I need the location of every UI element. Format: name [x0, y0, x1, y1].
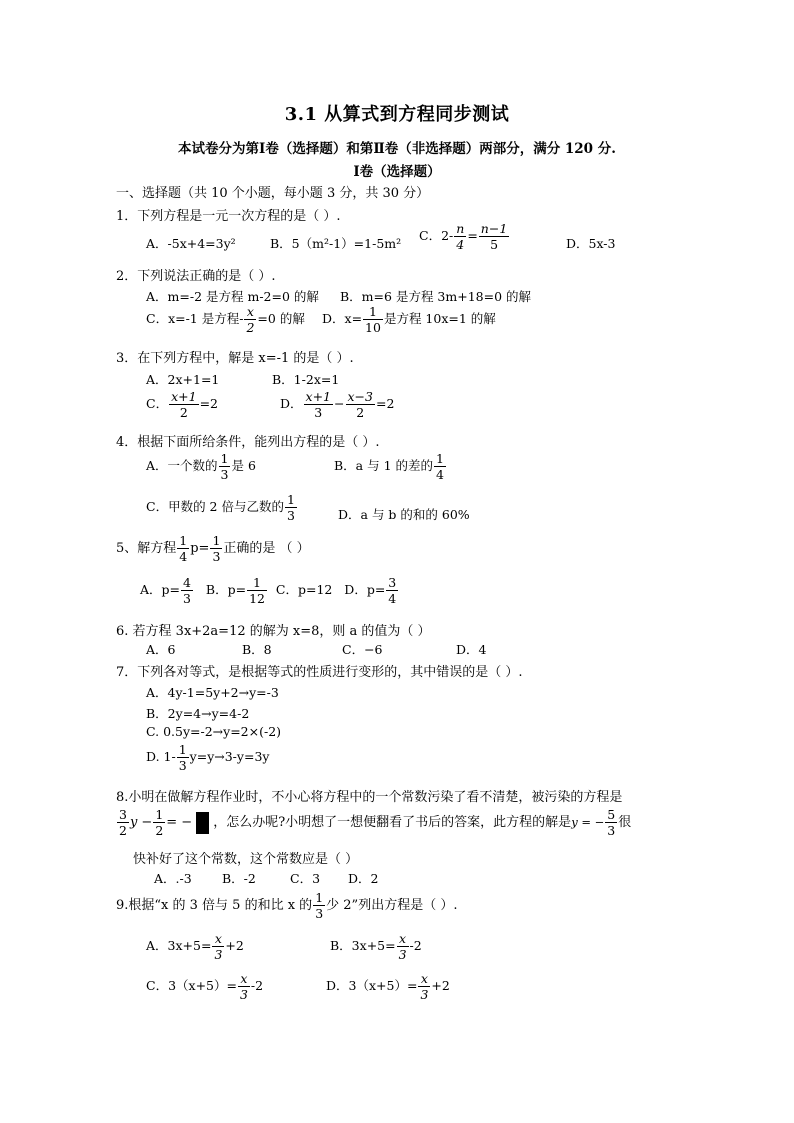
- equals-minus: = −: [166, 815, 193, 831]
- option-c-suffix: =0 的解: [257, 311, 305, 327]
- question-5-option-c: C．p=12: [275, 582, 333, 598]
- question-6-option-b: B．8: [242, 642, 272, 657]
- option-d-prefix: D．3（x+5）=: [326, 978, 418, 994]
- question-8-stem-line-3: 快补好了这个常数，这个常数应是（ ）: [133, 852, 359, 867]
- denominator: 3: [314, 405, 323, 421]
- question-9-option-b: [330, 932, 422, 961]
- fraction: [418, 972, 430, 1001]
- option-d-prefix: D．p=: [344, 582, 386, 598]
- option-a-suffix: 是 6: [231, 458, 256, 474]
- question-5-option-d: [344, 575, 399, 607]
- stem-prefix: 5、解方程: [116, 541, 177, 557]
- smudged-constant-block: [196, 812, 209, 834]
- question-8-stem-line-2: [116, 808, 631, 837]
- stem-prefix: 9.根据“x 的 3 倍与 5 的和比 x 的: [116, 898, 313, 914]
- fraction: [244, 305, 256, 334]
- denominator: 3: [178, 758, 187, 774]
- fraction: [169, 390, 198, 419]
- numerator: x: [238, 972, 250, 987]
- option-c-suffix: =2: [199, 396, 218, 412]
- denominator: 3: [286, 508, 295, 524]
- answer-prefix: y = −: [571, 815, 605, 830]
- denominator: 3: [220, 467, 229, 483]
- question-5-stem: [116, 534, 310, 563]
- numerator: 1: [247, 576, 267, 591]
- fraction: [605, 808, 617, 837]
- stem-suffix: 少 2”列出方程是（ ）.: [326, 898, 458, 914]
- numerator: 1: [155, 807, 164, 822]
- stem-suffix: 正确的是 （ ）: [223, 541, 310, 557]
- fraction: [479, 222, 509, 251]
- fraction: [219, 452, 231, 481]
- stem-line-2-text: ，怎么办呢?小明想了一想便翻看了书后的答案，此方程的解是: [213, 815, 572, 831]
- question-1-option-d: D．5x-3: [566, 236, 616, 251]
- question-4-option-b: [334, 452, 447, 481]
- question-4-option-d: D．a 与 b 的和的 60%: [338, 507, 470, 522]
- fraction: [238, 972, 250, 1001]
- question-3-option-d: [280, 390, 394, 419]
- fraction: [210, 534, 222, 563]
- denominator: 3: [239, 987, 248, 1003]
- fraction: [177, 534, 189, 563]
- fraction: [181, 576, 193, 605]
- question-2-option-a: A．m=-2 是方程 m-2=0 的解: [146, 289, 319, 304]
- question-4-option-c: [146, 493, 298, 522]
- numerator: 1: [178, 742, 187, 757]
- option-c-prefix: C．甲数的 2 倍与乙数的: [146, 499, 284, 515]
- question-2-option-c: [146, 305, 305, 334]
- question-1-option-b: B．5（m²-1）=1-5m²: [270, 236, 402, 251]
- denominator: 10: [365, 320, 381, 336]
- option-a-suffix: +2: [225, 938, 244, 954]
- question-3-stem: 3．在下列方程中，解是 x=-1 的是（ ）.: [116, 351, 354, 366]
- question-8-option-d: D．2: [348, 871, 379, 886]
- numerator: x: [212, 932, 224, 947]
- question-8-option-b: B．-2: [222, 871, 256, 886]
- question-7-option-b: B．2y=4→y=4-2: [146, 706, 250, 721]
- question-2-option-b: B．m=6 是方程 3m+18=0 的解: [340, 289, 531, 304]
- question-9-stem: [116, 891, 457, 920]
- denominator: 3: [398, 947, 407, 963]
- page-title: 3.1 从算式到方程同步测试: [284, 104, 510, 125]
- minus-sign: −: [334, 396, 345, 412]
- denominator: 5: [490, 237, 499, 253]
- numerator: 1: [212, 533, 221, 548]
- option-d-prefix: D．: [280, 396, 303, 412]
- option-d-suffix: =2: [375, 396, 395, 412]
- option-c-prefix: C．3（x+5）=: [146, 978, 237, 994]
- question-8-option-a: A．.-3: [154, 871, 192, 886]
- numerator: 1: [220, 451, 229, 466]
- denominator: 2: [246, 320, 255, 336]
- denominator: 3: [212, 549, 221, 565]
- question-4-stem: 4．根据下面所给条件，能列出方程的是（ ）.: [116, 435, 380, 450]
- fraction: [304, 390, 333, 419]
- numerator: 3: [388, 575, 397, 590]
- question-5-option-a: [140, 575, 194, 607]
- denominator: 4: [179, 549, 188, 565]
- numerator: x−3: [347, 389, 373, 404]
- question-9-option-d: [326, 972, 450, 1001]
- equals-sign: =: [467, 228, 478, 244]
- question-8-option-c: C．3: [290, 871, 321, 886]
- option-d-suffix: 是方程 10x=1 的解: [383, 311, 496, 327]
- question-3-option-c: [146, 390, 218, 419]
- denominator: 2: [356, 405, 365, 421]
- option-d-prefix: D．x=: [322, 311, 363, 327]
- question-6-option-c: C．−6: [342, 642, 383, 657]
- fraction: [247, 576, 267, 605]
- section-heading: 一、选择题（共 10 个小题，每小题 3 分，共 30 分）: [116, 186, 430, 201]
- question-1-stem: 1．下列方程是一元一次方程的是（ ）.: [116, 209, 341, 224]
- question-9-option-a: [146, 932, 244, 961]
- option-c-prefix: C．2-: [419, 228, 454, 244]
- denominator: 4: [388, 591, 397, 607]
- numerator: 1: [436, 451, 444, 466]
- option-c-prefix: C．: [146, 396, 169, 412]
- option-a-prefix: A．p=: [140, 582, 181, 598]
- exam-subtitle: 本试卷分为第Ⅰ卷（选择题）和第Ⅱ卷（非选择题）两部分，满分 120 分.: [178, 141, 616, 157]
- denominator: 4: [456, 237, 465, 253]
- denominator: 2: [119, 823, 127, 839]
- part-heading: Ⅰ卷（选择题）: [353, 164, 441, 180]
- numerator: 3: [119, 807, 127, 822]
- question-4-option-a: [146, 452, 256, 481]
- option-c-prefix: C．x=-1 是方程-: [146, 311, 244, 327]
- fraction: [346, 390, 375, 419]
- option-b-suffix: -2: [409, 938, 422, 954]
- fraction: [363, 305, 383, 334]
- question-7-option-a: A．4y-1=5y+2→y=-3: [146, 685, 279, 700]
- question-5-options: [140, 576, 399, 605]
- denominator: 2: [155, 823, 164, 839]
- option-d-prefix: D. 1-: [146, 749, 176, 765]
- option-a-prefix: A．3x+5=: [146, 938, 212, 954]
- question-5-option-b: [205, 575, 268, 607]
- question-3-option-a: A．2x+1=1: [146, 372, 220, 387]
- question-6-option-d: D．4: [456, 642, 487, 657]
- numerator: x+1: [171, 389, 197, 404]
- fraction: [117, 808, 129, 837]
- option-a-prefix: A．一个数的: [146, 458, 218, 474]
- fraction: [153, 808, 165, 837]
- numerator: n−1: [480, 221, 508, 236]
- question-7-option-c: C. 0.5y=-2→y=2×(-2): [146, 724, 282, 739]
- fraction: [313, 891, 325, 920]
- question-9-option-c: [146, 972, 263, 1001]
- equation-middle: y −: [129, 815, 153, 831]
- denominator: 3: [315, 906, 324, 922]
- numerator: 4: [183, 575, 191, 590]
- question-1-option-a: A．-5x+4=3y²: [146, 236, 236, 251]
- fraction: [285, 493, 297, 522]
- fraction: [434, 452, 446, 481]
- question-2-option-d: [322, 305, 496, 334]
- question-6-stem: 6. 若方程 3x+2a=12 的解为 x=8，则 a 的值为（ ）: [116, 624, 431, 639]
- question-3-option-b: B．1-2x=1: [272, 372, 340, 387]
- numerator: 5: [607, 807, 616, 822]
- denominator: 12: [249, 591, 265, 607]
- numerator: n: [456, 221, 465, 236]
- option-b-prefix: B．p=: [205, 582, 247, 598]
- option-b-prefix: B．a 与 1 的差的: [334, 458, 434, 474]
- denominator: 3: [607, 823, 616, 839]
- option-c-suffix: -2: [250, 978, 264, 994]
- numerator: 1: [315, 890, 324, 905]
- numerator: x: [397, 932, 409, 947]
- numerator: x: [244, 305, 256, 320]
- question-6-option-a: A．6: [146, 642, 176, 657]
- question-7-stem: 7．下列各对等式，是根据等式的性质进行变形的，其中错误的是（ ）.: [116, 665, 523, 680]
- question-1-option-c: [419, 222, 510, 251]
- option-b-prefix: B．3x+5=: [330, 938, 396, 954]
- fraction: [454, 222, 466, 251]
- numerator: x: [418, 972, 430, 987]
- fraction: [177, 743, 189, 772]
- numerator: 1: [179, 533, 188, 548]
- denominator: 3: [183, 591, 191, 607]
- fraction: [397, 932, 409, 961]
- denominator: 3: [420, 987, 429, 1003]
- stem-middle: p=: [190, 541, 210, 557]
- question-8-stem-line-1: 8.小明在做解方程作业时，不小心将方程中的一个常数污染了看不清楚，被污染的方程是: [116, 790, 623, 805]
- question-2-stem: 2．下列说法正确的是（ ）.: [116, 269, 276, 284]
- numerator: x+1: [305, 389, 332, 404]
- denominator: 3: [214, 947, 223, 963]
- answer-suffix: 很: [618, 815, 632, 831]
- option-d-suffix: +2: [431, 978, 450, 994]
- numerator: 1: [286, 492, 295, 507]
- fraction: [386, 576, 398, 605]
- fraction: [212, 932, 224, 961]
- denominator: 4: [436, 467, 444, 483]
- question-7-option-d: [146, 743, 269, 772]
- denominator: 2: [179, 405, 188, 421]
- option-d-suffix: y=y→3-y=3y: [189, 749, 270, 765]
- numerator: 1: [363, 305, 383, 320]
